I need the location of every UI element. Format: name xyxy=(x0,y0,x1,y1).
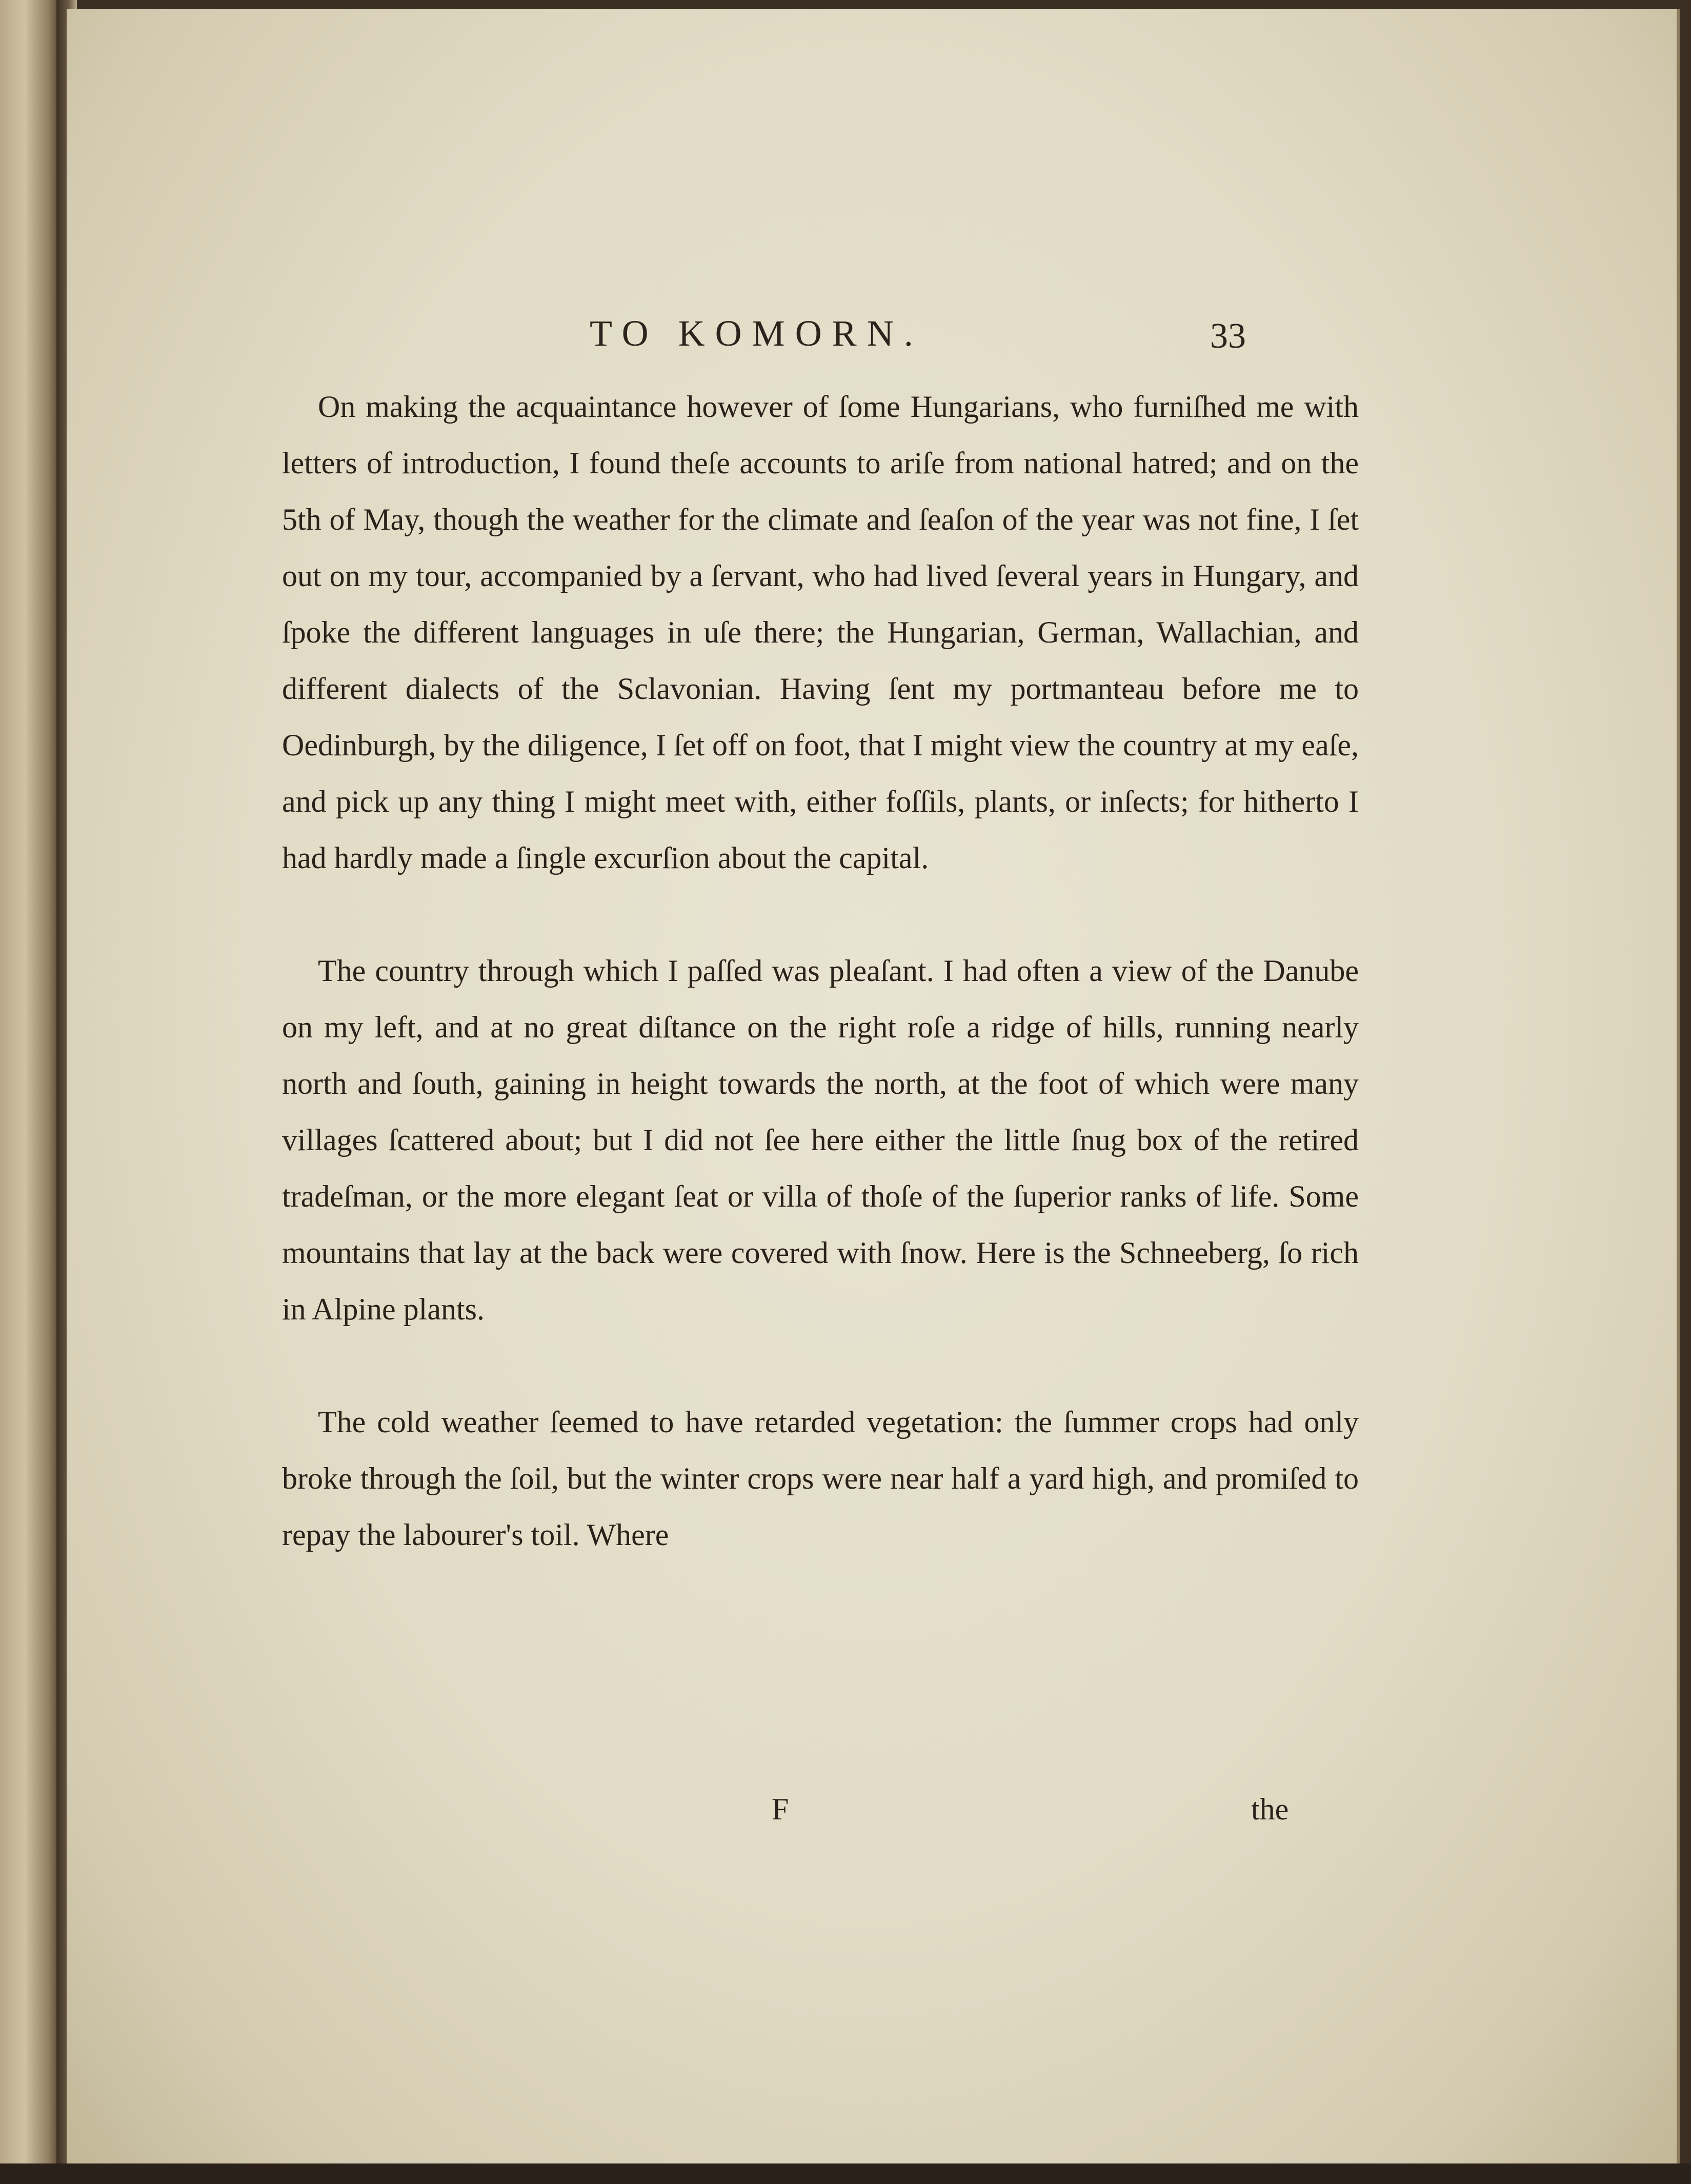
page-footer xyxy=(67,1784,1677,1835)
signature-mark: F xyxy=(772,1792,789,1826)
catchword: the xyxy=(1251,1792,1289,1826)
book-page xyxy=(67,9,1680,2173)
paragraph-3: The cold weather ſeemed to have retarded vegetation: the ſummer crops had only broke through the ſoil, but the winter crops were near half a yard high, and promiſed to repay the labourer's toil. Where xyxy=(282,1405,1359,1552)
body-text xyxy=(282,378,1359,1619)
bottom-shadow xyxy=(0,2163,1691,2184)
page-number: 33 xyxy=(1210,316,1246,356)
page-header xyxy=(67,308,1677,359)
paragraph-1: On making the acquaintance however of ſome Hungarians, who furniſhed me with letters of introduction, I found theſe accounts to ariſe from national hatred; and on the 5th of May, though the weather for the climate and ſeaſon of the year was not fine, I ſet out on my tour, accompanied by a ſervant, who had lived ſeveral years in Hungary, and ſpoke the different languages in uſe there; the Hungarian, German, Wallachian, and different dialects of the Sclavonian. Having ſent my portmanteau before me to Oedinburgh, by the diligence, I ſet off on foot, that I might view the country at my eaſe, and pick up any thing I might meet with, either foſſils, plants, or inſects; for hitherto I had hardly made a ſingle excurſion about the capital. xyxy=(282,390,1359,875)
facing-page-edge xyxy=(0,0,62,2184)
paragraph-2: The country through which I paſſed was pleaſant. I had often a view of the Danube on my left, and at no great diſtance on the right roſe a ridge of hills, running nearly north and ſouth, gaining in height towards the north, at the foot of which were many villages ſcattered about; but I did not ſee here either the little ſnug box of the retired tradeſman, or the more elegant ſeat or villa of thoſe of the ſuperior ranks of life. Some mountains that lay at the back were covered with ſnow. Here is the Schneeberg, ſo rich in Alpine plants. xyxy=(282,954,1359,1326)
running-head: TO KOMORN. xyxy=(590,313,923,354)
